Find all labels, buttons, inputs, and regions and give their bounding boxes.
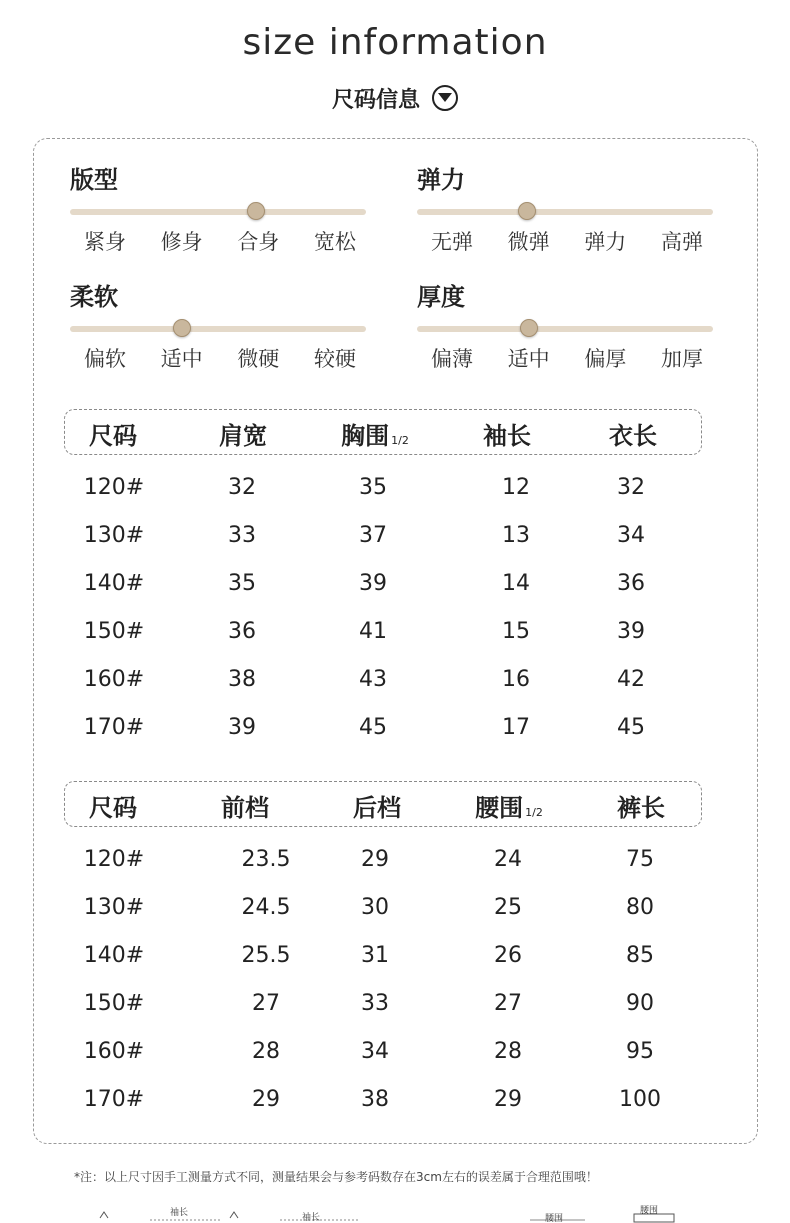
table-cell: 80 [626, 895, 654, 920]
option-label: 偏软 [84, 347, 126, 371]
half-note: 1/2 [525, 806, 543, 819]
subtitle-row [0, 82, 790, 114]
table-cell: 28 [252, 1039, 280, 1064]
table-row [0, 1039, 790, 1069]
table-cell: 33 [361, 991, 389, 1016]
table-cell: 150# [83, 619, 145, 644]
attribute-label: 厚度 [417, 283, 465, 311]
attribute-elasticity [417, 160, 717, 254]
table-cell: 39 [359, 571, 387, 596]
table-row [0, 475, 790, 505]
table-cell: 24.5 [241, 895, 291, 920]
table-cell: 23.5 [241, 847, 291, 872]
table-cell: 37 [359, 523, 387, 548]
table-row [0, 895, 790, 925]
header-front-rise: 前档 [221, 794, 269, 822]
table-cell: 29 [252, 1087, 280, 1112]
header-size: 尺码 [89, 794, 137, 822]
table-row [0, 1087, 790, 1117]
table-cell: 31 [361, 943, 389, 968]
option-label: 适中 [160, 347, 203, 371]
table-cell: 140# [83, 943, 145, 968]
option-label: 微硬 [237, 347, 280, 371]
table-cell: 39 [228, 715, 256, 740]
option-label: 弹力 [584, 230, 627, 254]
table-cell: 35 [228, 571, 256, 596]
table-row [0, 523, 790, 553]
option-label: 宽松 [313, 230, 356, 254]
header-back-rise: 后档 [353, 794, 401, 822]
option-label: 偏薄 [431, 347, 473, 371]
option-label: 微弹 [507, 230, 550, 254]
table-cell: 38 [361, 1087, 389, 1112]
table-cell: 160# [83, 1039, 145, 1064]
option-label: 高弹 [660, 230, 703, 254]
table-cell: 27 [252, 991, 280, 1016]
table-cell: 160# [83, 667, 145, 692]
attribute-softness [70, 277, 370, 371]
table-row [0, 991, 790, 1021]
option-label: 紧身 [84, 230, 126, 254]
half-note: 1/2 [391, 434, 409, 447]
table-row [0, 619, 790, 649]
table-cell: 13 [502, 523, 530, 548]
table-cell: 29 [361, 847, 389, 872]
fit-slider-track [70, 209, 366, 215]
table-cell: 39 [617, 619, 645, 644]
header-shoulder: 肩宽 [219, 422, 267, 450]
attribute-label: 弹力 [417, 166, 465, 194]
table-row [0, 571, 790, 601]
table-cell: 28 [494, 1039, 522, 1064]
table-cell: 33 [228, 523, 256, 548]
measurement-note: *注：以上尺寸因手工测量方式不同，测量结果会与参考码数存在3cm左右的误差属于合理范围哦！ [74, 1170, 598, 1184]
attribute-label: 柔软 [70, 283, 118, 311]
table-cell: 130# [83, 523, 145, 548]
table-cell: 12 [502, 475, 530, 500]
subtitle: 尺码信息 [331, 87, 420, 113]
option-label: 适中 [507, 347, 550, 371]
table-cell: 43 [359, 667, 387, 692]
diagram-strip [0, 1200, 790, 1223]
diagram-label: 腰围 [545, 1214, 564, 1223]
table-cell: 16 [502, 667, 530, 692]
table-cell: 36 [617, 571, 645, 596]
bottom-table-header [64, 781, 702, 827]
page-title: size information [242, 22, 548, 63]
softness-slider-track [70, 326, 366, 332]
attribute-fit [70, 160, 370, 254]
table-cell: 95 [626, 1039, 654, 1064]
option-label: 合身 [237, 230, 280, 254]
table-cell: 35 [359, 475, 387, 500]
header-chest [341, 416, 409, 451]
table-cell: 34 [617, 523, 645, 548]
table-cell: 42 [617, 667, 645, 692]
table-cell: 45 [617, 715, 645, 740]
top-table-header [64, 409, 702, 455]
table-cell: 90 [626, 991, 654, 1016]
diagram-label: 袖长 [170, 1208, 189, 1218]
elasticity-slider-track [417, 209, 713, 215]
table-row [0, 847, 790, 877]
header-length: 衣长 [609, 422, 657, 450]
table-row [0, 667, 790, 697]
diagram-label: 袖长 [302, 1213, 321, 1223]
table-cell: 41 [359, 619, 387, 644]
table-cell: 25.5 [241, 943, 291, 968]
attribute-thickness [417, 277, 717, 371]
header-size: 尺码 [89, 422, 137, 450]
table-cell: 26 [494, 943, 522, 968]
table-cell: 170# [83, 715, 145, 740]
table-cell: 30 [361, 895, 389, 920]
table-cell: 120# [83, 847, 145, 872]
attribute-label: 版型 [70, 166, 118, 194]
diagram-lines [0, 1200, 790, 1223]
table-cell: 130# [83, 895, 145, 920]
option-label: 偏厚 [584, 347, 627, 371]
option-label: 加厚 [660, 347, 703, 371]
table-cell: 85 [626, 943, 654, 968]
table-cell: 120# [83, 475, 145, 500]
header-pants-length: 裤长 [617, 794, 665, 822]
chevron-down-icon[interactable] [432, 85, 458, 111]
table-cell: 27 [494, 991, 522, 1016]
diagram-label: 腰围 [640, 1206, 659, 1216]
table-cell: 14 [502, 571, 530, 596]
table-cell: 24 [494, 847, 522, 872]
table-cell: 25 [494, 895, 522, 920]
thickness-slider-track [417, 326, 713, 332]
table-cell: 32 [617, 475, 645, 500]
table-cell: 17 [502, 715, 530, 740]
option-label: 无弹 [431, 230, 473, 254]
table-cell: 36 [228, 619, 256, 644]
table-row [0, 943, 790, 973]
table-cell: 170# [83, 1087, 145, 1112]
table-cell: 32 [228, 475, 256, 500]
elasticity-slider-knob [518, 202, 536, 220]
table-cell: 38 [228, 667, 256, 692]
option-label: 修身 [160, 230, 203, 254]
table-cell: 34 [361, 1039, 389, 1064]
header-sleeve: 袖长 [483, 422, 531, 450]
table-cell: 29 [494, 1087, 522, 1112]
table-row [0, 715, 790, 745]
table-cell: 75 [626, 847, 654, 872]
table-cell: 45 [359, 715, 387, 740]
table-cell: 140# [83, 571, 145, 596]
table-cell: 15 [502, 619, 530, 644]
table-cell: 100 [619, 1087, 661, 1112]
header-chest-label: 胸围 [341, 422, 390, 450]
header-waist [475, 788, 543, 823]
table-cell: 150# [83, 991, 145, 1016]
option-label: 较硬 [313, 347, 356, 371]
header-waist-label: 腰围 [475, 794, 524, 822]
